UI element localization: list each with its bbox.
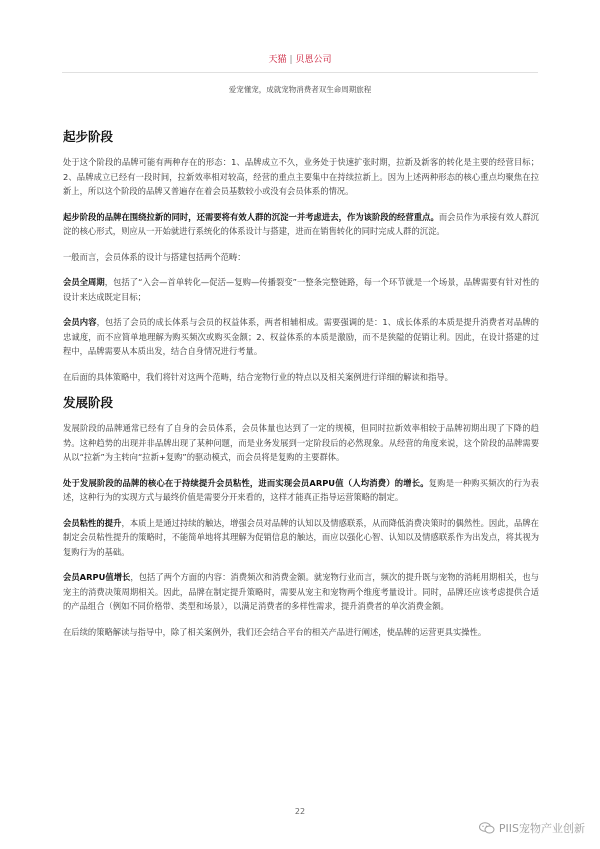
paragraph: 在后续的策略解读与指导中，除了相关案例外，我们还会结合平台的相关产品进行阐述，使品牌的运营更具实操性。 (63, 626, 487, 637)
paragraph-text: ，包括了“入会—首单转化—促活—复购—传播裂变”一整条完整链路，每一个环节就是一个场景，品牌需要有针对性的设计来达成既定目标； (63, 277, 539, 302)
header-divider (62, 72, 538, 73)
emphasis-text: 起步阶段的品牌在围绕拉新的同时，还需要将有效人群的沉淀一并考虑进去，作为该阶段的经营重点。 (63, 211, 439, 222)
emphasis-text: 会员全周期 (63, 277, 105, 287)
brand-bain: 贝恩公司 (295, 55, 332, 65)
paragraph-text: 而会员作为承接有效人群沉淀的核心形式，则应从一开始就进行系统化的体系设计与搭建，进而在销售转化的同时完成人群的沉淀。 (63, 211, 539, 236)
paragraph: 处于这个阶段的品牌可能有两种存在的形态：1、品牌成立不久，业务处于快速扩张时期，拉新及新客的转化是主要的经营目标；2、品牌成立已经有一段时间，拉新效率相对较高，经营的重点主要集中在持续拉新上。因为上述两种形态的核心重点均聚焦在拉新上，所以这个阶段的品牌又普遍存在着会员基数较小或没有会员体系的情况。 (63, 157, 539, 196)
wechat-icon (479, 822, 495, 834)
header-separator: | (289, 55, 293, 65)
brand-tmall: 天猫 (268, 55, 287, 65)
emphasis-text: 会员粘性的提升 (63, 517, 122, 528)
report-subtitle: 爱宠懂宠，成就宠物消费者双生命周期旅程 (228, 85, 372, 94)
paragraph-text: ，本质上是通过持续的触达，增强会员对品牌的认知以及情感联系，从而降低消费决策时的偶然性。因此，品牌在制定会员粘性提升的策略时，不能简单地将其理解为促销信息的触达，而应以强化心智、认知以及情感联系作为出发点，将其视为复购行为的基础。 (63, 517, 539, 557)
watermark (479, 820, 585, 836)
page-header (0, 54, 600, 66)
emphasis-text: 会员ARPU值增长 (63, 572, 131, 582)
paragraph (63, 570, 539, 614)
emphasis-text: 会员内容 (63, 317, 97, 327)
paragraph: 在后面的具体策略中，我们将针对这两个范畴，结合宠物行业的特点以及相关案例进行详细的解读和指导。 (63, 371, 453, 382)
paragraph-text: ，包括了会员的成长体系与会员的权益体系，两者相辅相成。需要强调的是：1、成长体系的本质是提升消费者对品牌的忠诚度，而不应简单地理解为购买频次或购买金额；2、权益体系的本质是激励，而不是狭隘的促销让利。因此，在设计搭建的过程中，品牌需要从本质出发，结合自身情况进行考量。 (63, 317, 539, 356)
paragraph (63, 516, 539, 560)
section-heading-startup: 起步阶段 (63, 129, 114, 144)
section-heading-growth: 发展阶段 (63, 395, 114, 410)
emphasis-text: 处于发展阶段的品牌的核心在于持续提升会员粘性，进而实现会员ARPU值（人均消费）的增长。 (63, 477, 429, 488)
paragraph (63, 315, 539, 359)
paragraph (63, 210, 539, 239)
paragraph (63, 476, 539, 505)
paragraph (63, 275, 539, 304)
paragraph: 发展阶段的品牌通常已经有了自身的会员体系，会员体量也达到了一定的规模，但同时拉新效率相较于品牌初期出现了下降的趋势。这种趋势的出现并非品牌出现了某种问题，而是业务发展到一定阶段后的必然现象。从经营的角度来说，这个阶段的品牌需要从以“拉新”为主转向“拉新+复购”的驱动模式，而会员将是复购的主要群体。 (63, 423, 539, 462)
paragraph-text: ，包括了两个方面的内容：消费频次和消费金额。就宠物行业而言，频次的提升既与宠物的消耗用期相关，也与宠主的消费决策周期相关。因此，品牌在制定提升策略时，需要从宠主和宠物两个维度考量设计。同时，品牌还应该考虑提供合适的产品组合（例如不同价格带、类型和场景），以满足消费者的多样性需求，提升消费者的单次消费金额。 (63, 572, 539, 611)
paragraph: 一般而言，会员体系的设计与搭建包括两个范畴： (63, 251, 246, 262)
paragraph-text: 复购是一种购买频次的行为表述，这种行为的实现方式与最终价值是需要分开来看的，这样才能真正指导运营策略的制定。 (63, 477, 539, 502)
page-content (63, 129, 539, 650)
watermark-text: PIIS宠物产业创新 (498, 822, 585, 835)
page-number: 22 (294, 807, 306, 816)
